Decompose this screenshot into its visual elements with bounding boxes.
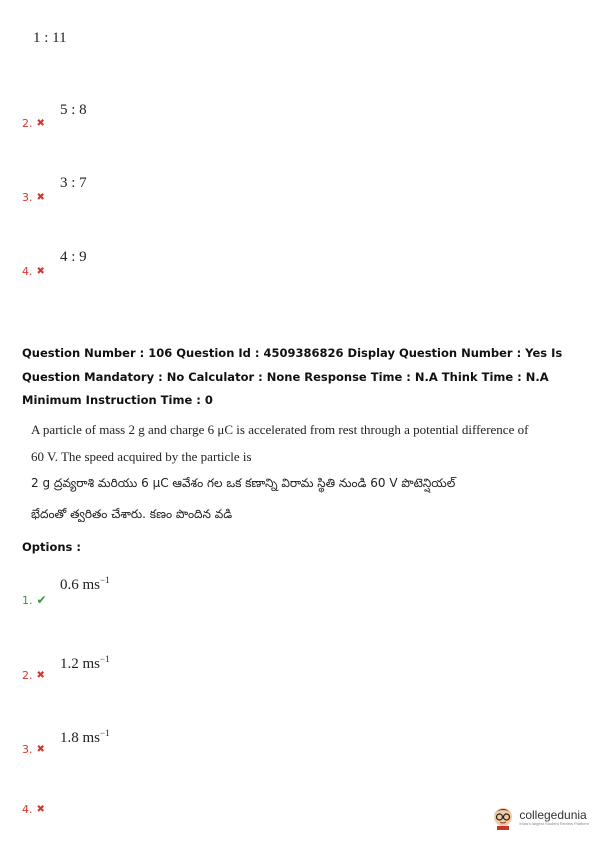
option-3-text: 1.8 ms (60, 730, 101, 746)
wrong-icon: ✖ (36, 118, 45, 129)
prev-option-4-value: 4 : 9 (60, 249, 87, 265)
option-number: 1. (22, 593, 33, 607)
wrong-icon: ✖ (36, 804, 45, 815)
option-1-exponent: −1 (100, 575, 110, 585)
option-1-label (22, 593, 47, 607)
option-3-label (22, 743, 45, 756)
prev-option-3-value: 3 : 7 (60, 175, 87, 191)
question-text-te-line1: 2 g ద్రవ్యరాశి మరియు 6 μC ఆవేశం గల ఒక కణాన్ని విరామ స్థితి నుండి 60 V పొటెన్షియల్ (31, 476, 456, 490)
logo-tagline: India's largest Student Review Platform (519, 820, 589, 826)
option-2-value (60, 654, 110, 673)
options-label: Options : (22, 540, 81, 554)
option-1-text: 0.6 ms (60, 577, 101, 593)
mascot-icon (491, 804, 515, 830)
question-text-en-line2: 60 V. The speed acquired by the particle is (31, 449, 252, 464)
option-number: 3. (22, 191, 33, 204)
wrong-icon: ✖ (36, 266, 45, 277)
prev-option-4-label (22, 265, 45, 278)
prev-option-2-label (22, 117, 45, 130)
logo-name: collegedunia (519, 807, 587, 822)
question-text-te-line2: భేదంతో త్వరితం చేశారు. కణం పొందిన వడి (31, 507, 233, 521)
option-number: 4. (22, 265, 33, 278)
option-2-exponent: −1 (100, 654, 110, 664)
option-number: 2. (22, 669, 33, 682)
question-text-en-line1: A particle of mass 2 g and charge 6 μC is accelerated from rest through a potential difference of (31, 422, 529, 437)
question-meta: Question Number : 106 Question Id : 4509386826 Display Question Number : Yes Is Question Mandatory : No Calculator : None Response Time : N.A Think Time : N.A Minimum Instruction Time : 0 (22, 346, 563, 407)
prev-option-1-value: 1 : 11 (33, 30, 67, 46)
option-1-value (60, 575, 110, 594)
wrong-icon: ✖ (36, 744, 45, 755)
prev-option-2-value: 5 : 8 (60, 102, 87, 118)
check-icon: ✔ (36, 593, 47, 607)
option-number: 4. (22, 803, 33, 816)
option-3-exponent: −1 (100, 728, 110, 738)
option-2-label (22, 669, 45, 682)
option-4-label (22, 803, 45, 816)
prev-option-3-label (22, 191, 45, 204)
option-3-value (60, 728, 110, 747)
wrong-icon: ✖ (36, 670, 45, 681)
option-number: 2. (22, 117, 33, 130)
option-number: 3. (22, 743, 33, 756)
wrong-icon: ✖ (36, 192, 45, 203)
collegedunia-logo (491, 804, 589, 830)
option-2-text: 1.2 ms (60, 656, 101, 672)
